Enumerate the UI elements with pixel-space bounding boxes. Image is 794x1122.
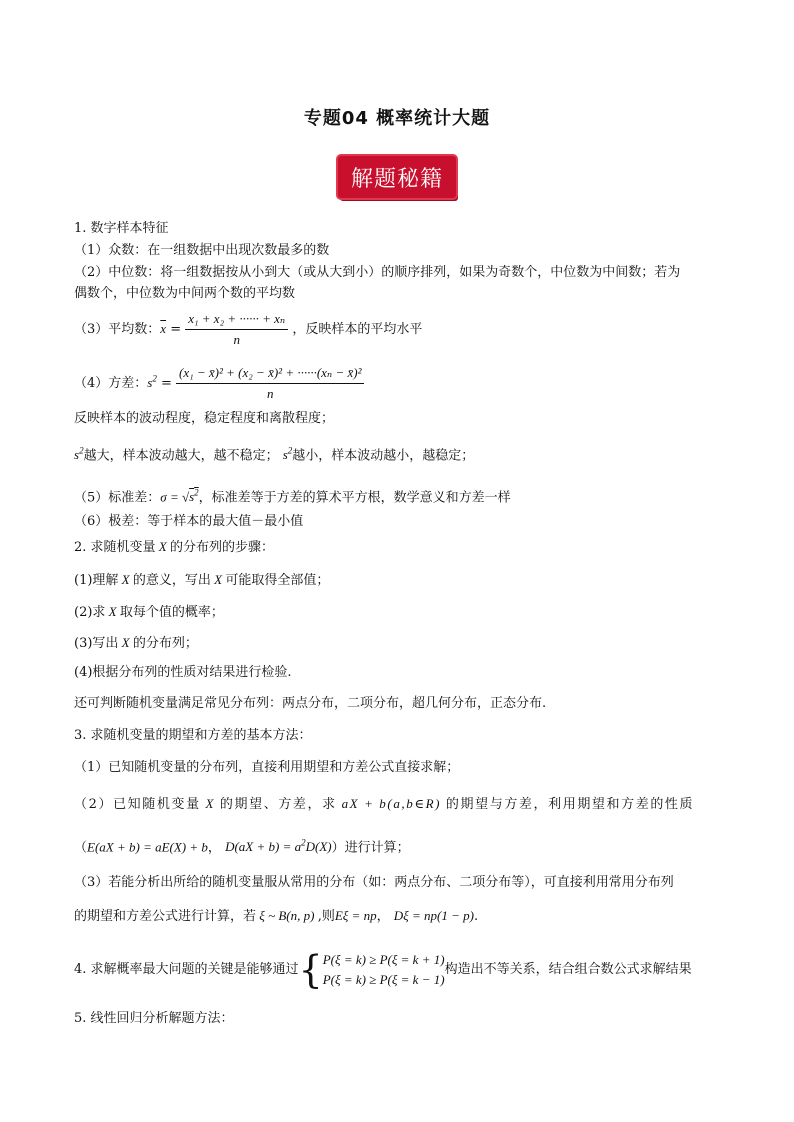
stamp-label: 解题秘籍: [350, 167, 443, 192]
distribution-note: 还可判断随机变量满足常见分布列：两点分布，二项分布，超几何分布，正态分布.: [74, 696, 547, 711]
variance-label: （4）方差：: [74, 376, 148, 391]
method-2-line-b: （E(aX + b) = aE(X) + b， $D(aX + b) = a^2D(X)$）进行计算；: [74, 838, 410, 856]
expectation-property: E(aX + b) = aE(X) + b: [87, 839, 208, 855]
std-line: [74, 484, 511, 507]
mean-tail: ，反映样本的平均水平: [292, 322, 423, 337]
median-line-b: 偶数个，中位数为中间两个数的平均数: [74, 286, 296, 301]
step-3: (3)写出 X 的分布列；: [74, 635, 198, 651]
mean-denominator: n: [233, 332, 240, 347]
section-3-heading: 3. 求随机变量的期望和方差的基本方法：: [74, 728, 312, 743]
variance-symbol: $s^2$: [147, 373, 157, 390]
std-tail: ，标准差等于方差的算术平方根，数学意义和方差一样: [198, 490, 511, 506]
binomial-formula: ξ ~ B(n, p): [256, 908, 318, 923]
binomial-expectation: Eξ = np: [334, 908, 377, 923]
section-1-heading: 1. 数字样本特征: [74, 221, 169, 236]
range-line: （6）极差：等于样本的最大值－最小值: [74, 514, 304, 529]
method-1: （1）已知随机变量的分布列，直接利用期望和方差公式直接求解；: [74, 760, 460, 775]
step-4: (4)根据分布列的性质对结果进行检验.: [74, 665, 292, 680]
mean-line: （3）平均数：$\overline{x}$ = $\frac{\text{x₁ + x₂ + ······ + xₙ}}{n}$ ，反映样本的平均水平: [74, 311, 423, 347]
section-2-heading: 2. 求随机变量 X 的分布列的步骤：: [74, 539, 275, 555]
std-formula: $\sigma = √s^2$: [160, 488, 199, 505]
step-1: (1)理解 X 的意义，写出 X 可能取得全部值；: [74, 572, 330, 588]
variance-line: （4）方差：$s^2$ = $\frac{\text{(x₁ − x̄)² + (x₂ − x̄)² + ······(xₙ − x̄)²}}{n}$: [74, 364, 364, 403]
variance-small-text: 越小，样本波动越小，越稳定；: [292, 448, 475, 464]
section-stamp: [332, 152, 462, 204]
binomial-variance: Dξ = np(1 − p): [393, 908, 474, 923]
method-2-line-a: （2）已知随机变量 X 的期望、方差，求 aX + b(a,b∈R) 的期望与方差，利用期望和方差的性质: [74, 796, 695, 812]
variance-fraction: [176, 364, 364, 403]
mean-symbol: $\overline{x}$: [160, 321, 167, 336]
variance-denominator: n: [267, 386, 274, 401]
section-5-heading: 5. 线性回归分析解题方法：: [74, 1011, 234, 1026]
method-3-line-a: （3）若能分析出所给的随机变量服从常用的分布（如：两点分布、二项分布等），可直接利用常用分布列: [74, 875, 674, 890]
variance-numerator: (x₁ − x̄)² + (x₂ − x̄)² + ······(xₙ − x̄)²: [176, 364, 364, 384]
inequality-system: P(ξ = k) ≥ P(ξ = k + 1) P(ξ = k) ≥ P(ξ = k − 1): [322, 951, 445, 987]
step-2: (2)求 X 取每个值的概率；: [74, 604, 224, 620]
mean-fraction: [185, 310, 288, 349]
variance-note: 反映样本的波动程度，稳定程度和离散程度；: [74, 411, 335, 426]
mean-numerator: x₁ + x₂ + ······ + xₙ: [185, 310, 288, 330]
section-4: 4. 求解概率最大问题的关键是能够通过{P(ξ = k) ≥ P(ξ = k + 1) P(ξ = k) ≥ P(ξ = k − 1)构造出不等关系，结合组合数公式求解结果: [74, 947, 692, 992]
variance-big-text: 越大，样本波动越大，越不稳定；: [83, 448, 279, 464]
median-line-a: （2）中位数：将一组数据按从小到大（或从大到小）的顺序排列，如果为奇数个，中位数为中间数；若为: [74, 265, 681, 280]
variance-interpretation: $s^2$越大，样本波动越大，越不稳定； $s^2$越小，样本波动越小，越稳定；: [74, 446, 475, 464]
mode-line: （1）众数：在一组数据中出现次数最多的数: [74, 243, 330, 258]
variance-property: $D(aX + b) = a^2D(X)$: [225, 838, 332, 855]
mean-label: （3）平均数：: [74, 322, 161, 337]
linear-transform-formula: aX + b(a,b∈R): [336, 796, 446, 811]
method-3-line-b: 的期望和方差公式进行计算，若 ξ ~ B(n, p) ,则Eξ = np， Dξ = np(1 − p).: [74, 908, 479, 924]
std-label: （5）标准差：: [74, 490, 161, 506]
page-title: 专题04 概率统计大题: [303, 108, 491, 129]
